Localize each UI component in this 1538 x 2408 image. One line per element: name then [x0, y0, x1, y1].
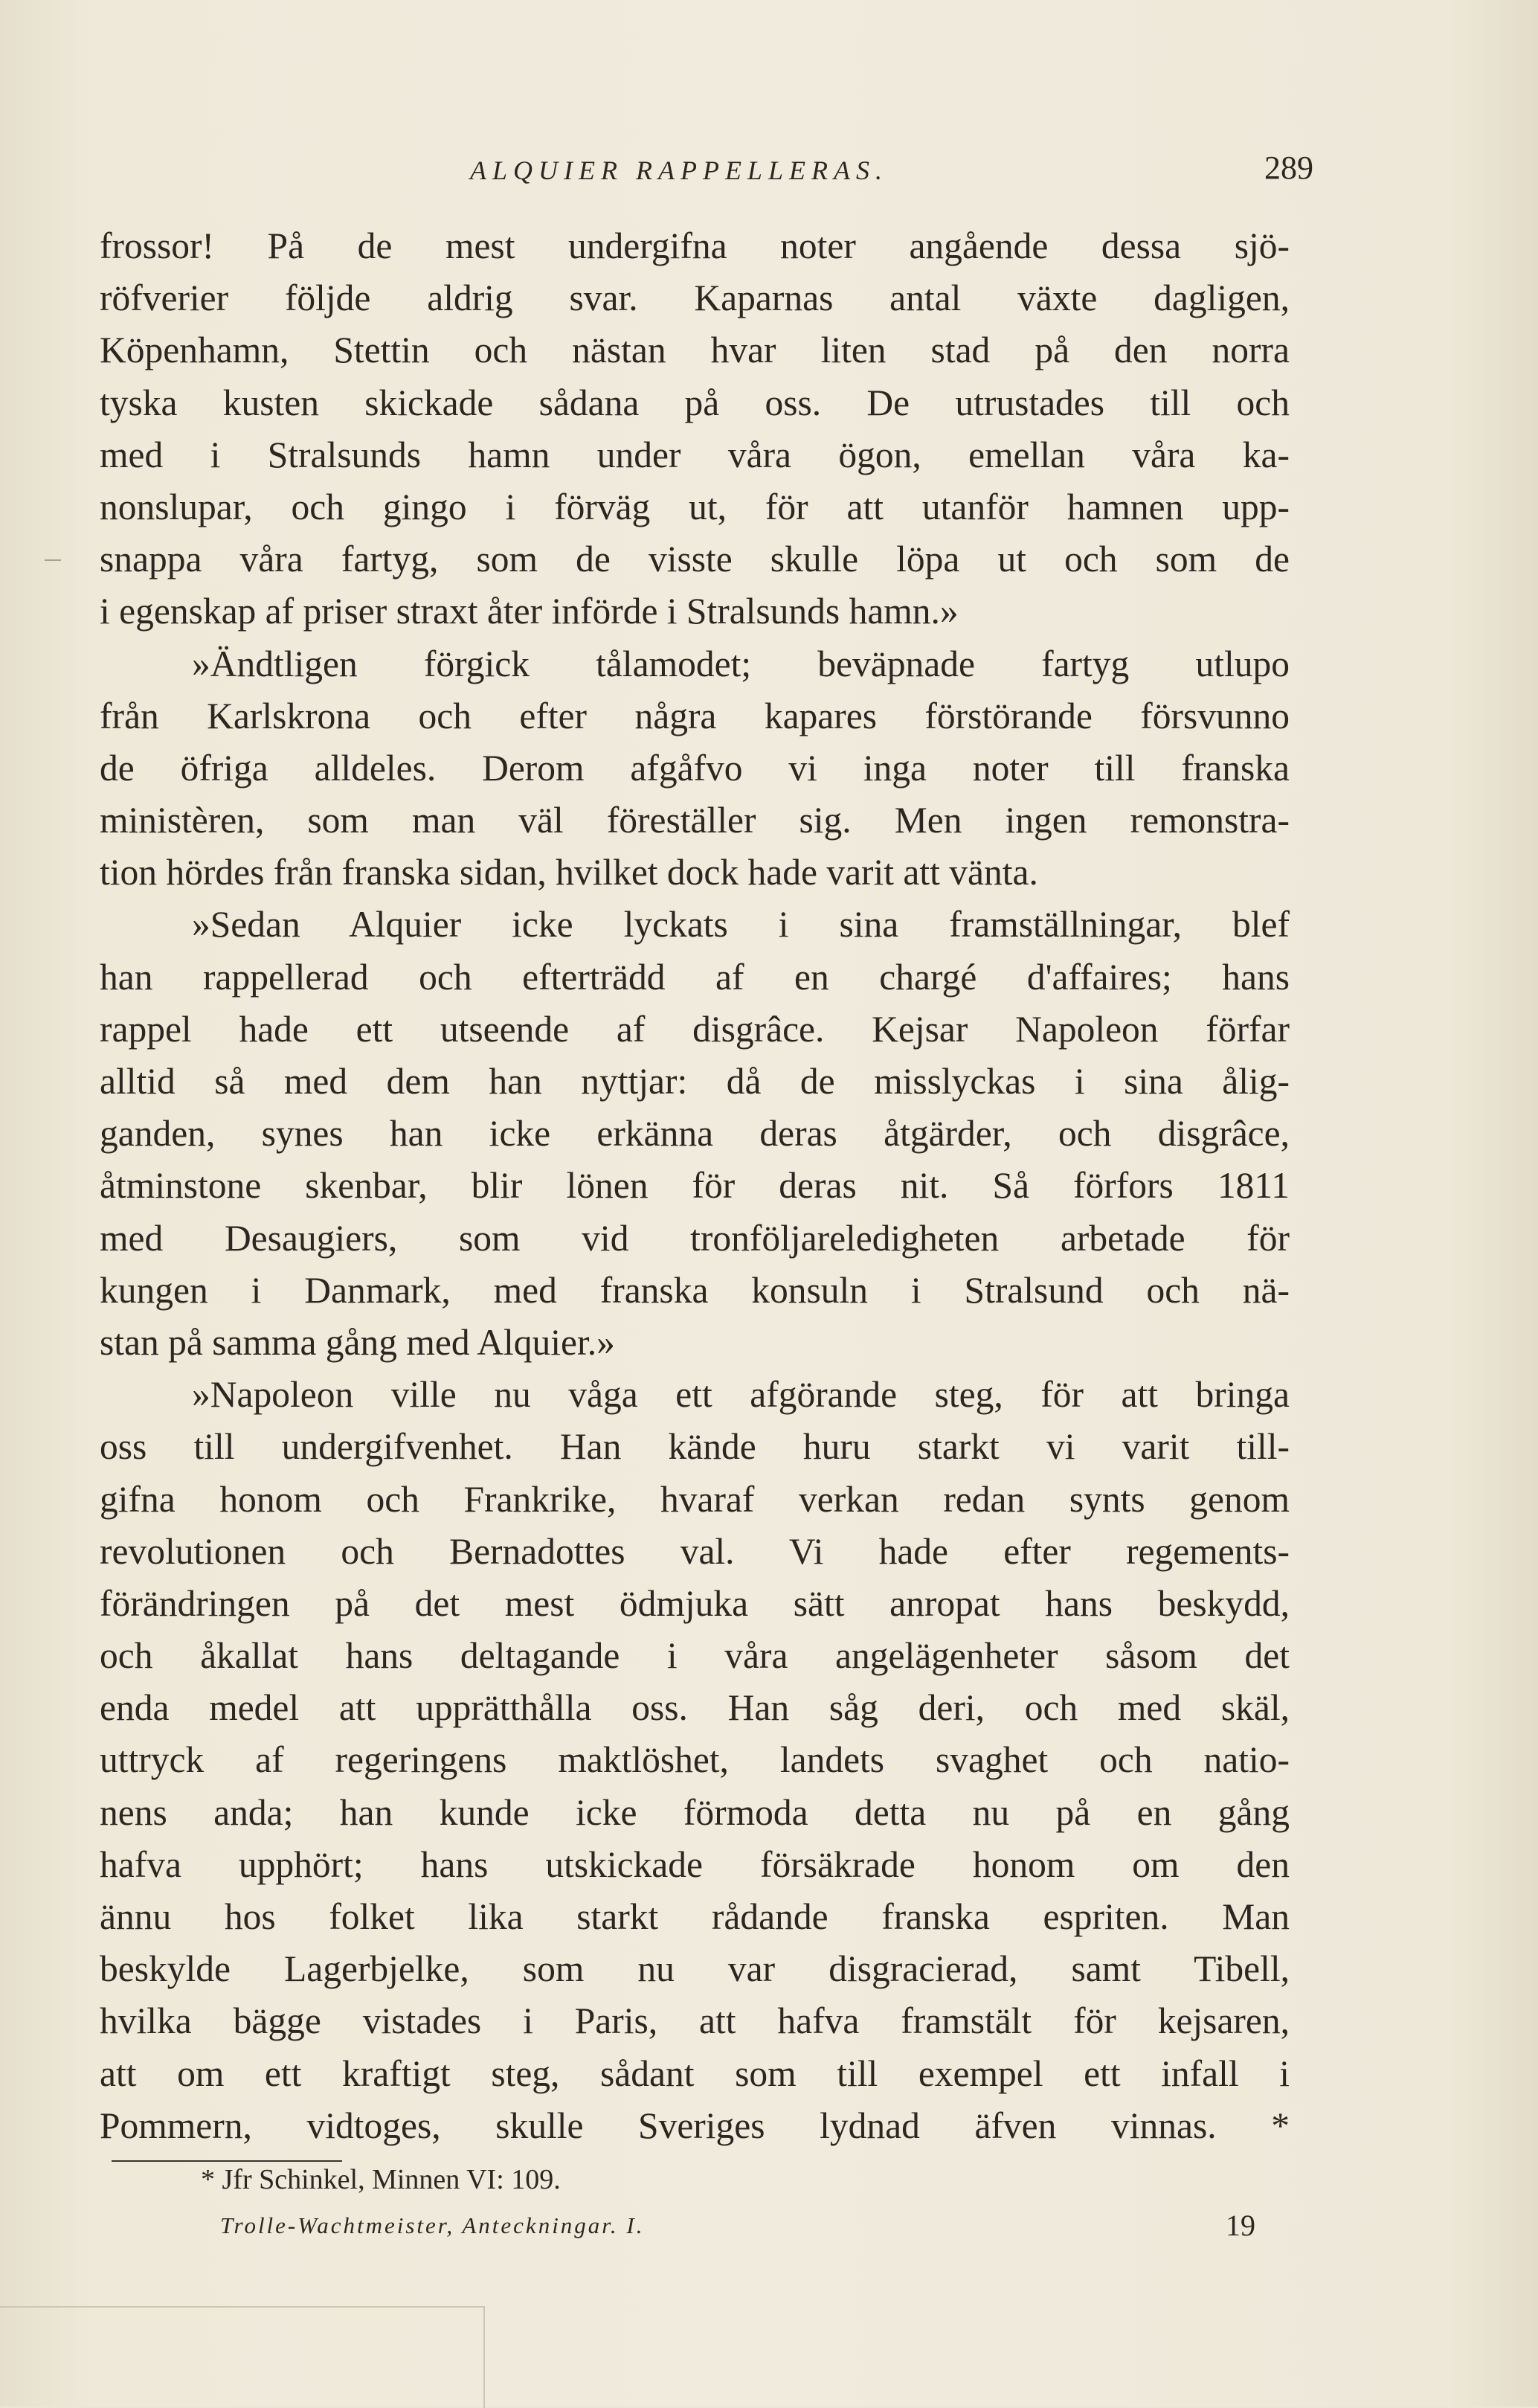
text-line: Köpenhamn, Stettin och nästan hvar liten stad på den norra — [100, 330, 1290, 371]
text-line: i egenskap af priser straxt åter införde i Stralsunds hamn.» — [100, 591, 959, 632]
text-line: ganden, synes han icke erkänna deras åtgärder, och disgrâce, — [100, 1113, 1290, 1155]
text-line: »Ändtligen förgick tålamodet; beväpnade fartyg utlupo — [192, 643, 1290, 684]
text-line: från Karlskrona och efter några kapares förstörande försvunno — [100, 695, 1290, 736]
page-number: 289 — [1264, 150, 1313, 186]
text-line: med i Stralsunds hamn under våra ögon, emellan våra ka- — [100, 434, 1290, 475]
text-line: gifna honom och Frankrike, hvaraf verkan redan synts genom — [100, 1478, 1290, 1520]
text-line: uttryck af regeringens maktlöshet, landets svaghet och natio- — [100, 1739, 1290, 1781]
text-line: beskylde Lagerbjelke, som nu var disgracierad, samt Tibell, — [100, 1948, 1290, 1990]
margin-mark — [45, 559, 61, 561]
printer-signature: Trolle-Wachtmeister, Anteckningar. I. — [220, 2212, 645, 2238]
text-line: åtminstone skenbar, blir lönen för deras nit. Så förfors 1811 — [100, 1165, 1290, 1207]
text-line: »Sedan Alquier icke lyckats i sina framställningar, blef — [192, 904, 1290, 945]
text-line: med Desaugiers, som vid tronföljareledigheten arbetade för — [100, 1217, 1290, 1259]
text-line: oss till undergifvenhet. Han kände huru starkt vi varit till- — [100, 1426, 1290, 1468]
text-line: att om ett kraftigt steg, sådant som till exempel ett infall i — [100, 2052, 1290, 2094]
text-line: röfverier följde aldrig svar. Kaparnas antal växte dagligen, — [100, 277, 1290, 319]
text-line: snappa våra fartyg, som de visste skulle löpa ut och som de — [100, 539, 1290, 580]
scan-edge-frame — [0, 2306, 485, 2408]
text-line: hvilka bägge vistades i Paris, att hafva framstält för kejsaren, — [100, 2000, 1290, 2042]
text-line: rappel hade ett utseende af disgrâce. Kejsar Napoleon förfar — [100, 1008, 1290, 1050]
text-line: frossor! På de mest undergifna noter angående dessa sjö- — [100, 225, 1290, 266]
body-text — [100, 220, 1290, 2152]
text-line: stan på samma gång med Alquier.» — [100, 1321, 615, 1363]
text-line: enda medel att upprätthålla oss. Han såg deri, och med skäl, — [100, 1687, 1290, 1729]
footnote: * Jfr Schinkel, Minnen VI: 109. — [201, 2164, 561, 2195]
text-line: förändringen på det mest ödmjuka sätt anropat hans beskydd, — [100, 1582, 1290, 1624]
text-line: Pommern, vidtoges, skulle Sveriges lydnad äfven vinnas. * — [100, 2104, 1290, 2146]
text-line: tyska kusten skickade sådana på oss. De utrustades till och — [100, 382, 1290, 423]
signature-mark: 19 — [1226, 2209, 1255, 2242]
text-line: hafva upphört; hans utskickade försäkrade honom om den — [100, 1843, 1290, 1885]
text-line: de öfriga alldeles. Derom afgåfvo vi inga noter till franska — [100, 747, 1290, 789]
text-line: ministèren, som man väl föreställer sig. Men ingen remonstra- — [100, 800, 1290, 841]
text-line: ännu hos folket lika starkt rådande franska espriten. Man — [100, 1896, 1290, 1937]
page-header — [0, 150, 1538, 199]
text-line: »Napoleon ville nu våga ett afgörande steg, för att bringa — [192, 1374, 1290, 1416]
text-line: nonslupar, och gingo i förväg ut, för att utanför hamnen upp- — [100, 486, 1290, 527]
text-line: han rappellerad och efterträdd af en chargé d'affaires; hans — [100, 956, 1290, 998]
text-line: och åkallat hans deltagande i våra angelägenheter såsom det — [100, 1635, 1290, 1677]
text-line: nens anda; han kunde icke förmoda detta nu på en gång — [100, 1791, 1290, 1833]
text-line: alltid så med dem han nyttjar: då de misslyckas i sina ålig- — [100, 1061, 1290, 1102]
text-line: kungen i Danmark, med franska konsuln i Stralsund och nä- — [100, 1269, 1290, 1311]
text-line: revolutionen och Bernadottes val. Vi hade efter regements- — [100, 1530, 1290, 1572]
text-line: tion hördes från franska sidan, hvilket dock hade varit att vänta. — [100, 852, 1038, 893]
running-title: ALQUIER RAPPELLERAS. — [470, 155, 888, 185]
footnote-rule — [112, 2160, 342, 2162]
